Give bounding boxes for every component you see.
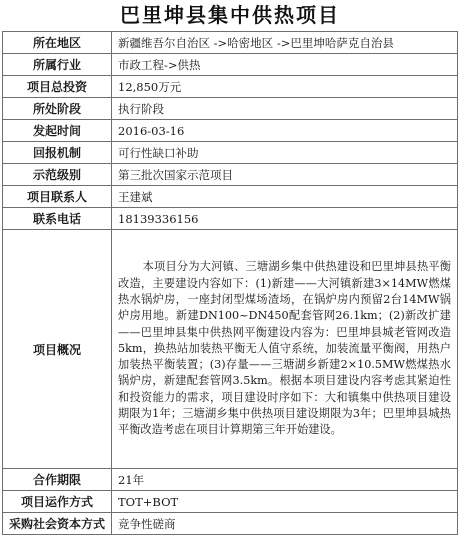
row-label-procurement: 采购社会资本方式 xyxy=(3,513,112,535)
row-label-contact: 项目联系人 xyxy=(3,186,112,208)
row-value-contact: 王建斌 xyxy=(112,186,458,208)
table-row xyxy=(3,98,458,120)
row-label-demo-level: 示范级别 xyxy=(3,164,112,186)
row-value-return-mechanism: 可行性缺口补助 xyxy=(112,142,458,164)
project-info-table xyxy=(2,31,458,535)
table-row xyxy=(3,469,458,491)
table-row xyxy=(3,491,458,513)
row-label-term: 合作期限 xyxy=(3,469,112,491)
row-value-phone: 18139336156 xyxy=(112,208,458,230)
table-row xyxy=(3,164,458,186)
row-value-demo-level: 第三批次国家示范项目 xyxy=(112,164,458,186)
row-label-operation-mode: 项目运作方式 xyxy=(3,491,112,513)
row-label-total-investment: 项目总投资 xyxy=(3,76,112,98)
row-value-start-date: 2016-03-16 xyxy=(112,120,458,142)
table-row xyxy=(3,230,458,469)
row-value-procurement: 竞争性磋商 xyxy=(112,513,458,535)
table-row xyxy=(3,513,458,535)
overview-text: 本项目分为大河镇、三塘湖乡集中供热建设和巴里坤县热平衡改造，主要建设内容如下：(1)新建——大河镇新建3×14MW燃煤热水锅炉房，一座封闭型煤场渣场，在锅炉房内预留2台14MW锅炉房用地。新建DN100~DN450配套管网26.1km；(2)新改扩建——巴里坤县集中供热网平衡建设内容为：巴里坤县城老管网改造5km，换热站加装热平衡无人值守系统，加装流量平衡阀，用热户加装热平衡装置；(3)存量——三塘湖乡新建2×10.5MW燃煤热水锅炉房，新建配套管网3.5km。根据本项目建设内容考虑其紧迫性和投资能力的需求，项目建设时序如下：大和镇集中供热项目建设期限为1年；三塘湖乡集中供热项目建设期限为3年；巴里坤县城热平衡改造考虑在项目计算期第三年开始建设。 xyxy=(118,260,451,437)
table-row xyxy=(3,120,458,142)
row-value-stage: 执行阶段 xyxy=(112,98,458,120)
row-value-region: 新疆维吾尔自治区 ->哈密地区 ->巴里坤哈萨克自治县 xyxy=(112,32,458,54)
table-row xyxy=(3,142,458,164)
row-value-operation-mode: TOT+BOT xyxy=(112,491,458,513)
row-label-phone: 联系电话 xyxy=(3,208,112,230)
row-value-term: 21年 xyxy=(112,469,458,491)
row-value-total-investment: 12,850万元 xyxy=(112,76,458,98)
page-title: 巴里坤县集中供热项目 xyxy=(120,3,340,27)
table-row xyxy=(3,186,458,208)
row-label-industry: 所属行业 xyxy=(3,54,112,76)
row-value-industry: 市政工程->供热 xyxy=(112,54,458,76)
table-row xyxy=(3,208,458,230)
row-label-overview: 项目概况 xyxy=(3,230,112,469)
table-row xyxy=(3,54,458,76)
row-label-region: 所在地区 xyxy=(3,32,112,54)
table-row xyxy=(3,76,458,98)
table-row xyxy=(3,32,458,54)
row-label-start-date: 发起时间 xyxy=(3,120,112,142)
row-label-stage: 所处阶段 xyxy=(3,98,112,120)
row-label-return-mechanism: 回报机制 xyxy=(3,142,112,164)
row-value-overview xyxy=(112,230,458,469)
